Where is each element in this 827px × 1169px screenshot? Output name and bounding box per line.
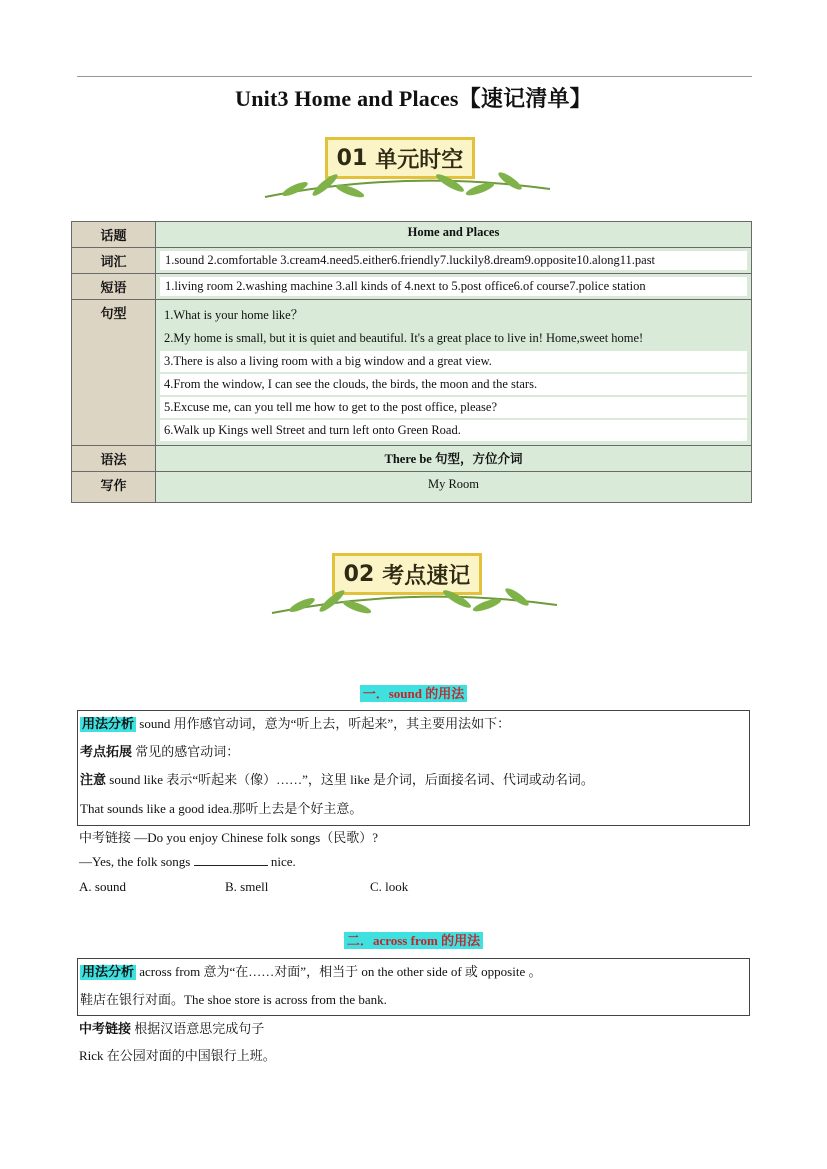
sentence-item: 2.My home is small, but it is quiet and beautiful. It's a great place to live in! Home,sweet home!	[164, 331, 644, 345]
example-line: 鞋店在银行对面。The shoe store is across from the bank.	[80, 992, 387, 1007]
banner-number: 01	[336, 145, 368, 171]
row-label: 词汇	[72, 248, 156, 274]
heading-prefix: 二．	[346, 933, 373, 948]
expand-line	[80, 741, 239, 760]
option-c: C. look	[370, 879, 409, 894]
heading-suffix: 的用法	[425, 687, 465, 702]
table-row-grammar	[72, 446, 752, 472]
answer-blank[interactable]	[194, 855, 268, 866]
row-value-cell	[156, 274, 752, 300]
section-banner-unit-overview	[255, 137, 555, 207]
note-tag: 注意	[80, 773, 107, 788]
grammar-en: There be	[384, 452, 432, 466]
row-label: 写作	[72, 472, 156, 503]
section-banner-key-points	[262, 553, 562, 623]
table-row-sentences	[72, 300, 752, 446]
table-row-phrases	[72, 274, 752, 300]
sentence-item: 1.What is your home like？	[164, 308, 304, 322]
row-label: 话题	[72, 222, 156, 248]
phrase-list: 1.living room 2.washing machine 3.all kinds of 4.next to 5.post office6.of course7.police station	[160, 277, 747, 296]
grammar-zh: 句型，方位介词	[434, 451, 523, 466]
heading-prefix: 一．	[362, 686, 389, 701]
page-title: Unit3 Home and Places【速记清单】	[235, 86, 592, 111]
heading-word: across from	[372, 933, 438, 948]
analysis-line	[80, 961, 541, 980]
sentence-item: 3.There is also a living room with a big window and a great view.	[160, 351, 747, 372]
section-heading-sound	[0, 683, 827, 702]
option-b: B. smell	[225, 879, 269, 894]
sentence-list	[156, 300, 752, 446]
exam-tag: 中考链接	[79, 1022, 132, 1037]
heading-highlight	[360, 685, 468, 702]
row-value: Home and Places	[156, 222, 752, 248]
exam-sentence: Rick 在公园对面的中国银行上班。	[79, 1048, 276, 1063]
banner-text: 单元时空	[375, 147, 464, 173]
note-text: sound like 表示“听起来（像）……”，这里 like 是介词，后面接名词、代词或动名词。	[106, 772, 594, 787]
header-rule	[77, 76, 752, 77]
exam-link-line	[79, 1018, 264, 1037]
answer-prefix: —Yes, the folk songs	[79, 854, 191, 869]
table-row-vocab	[72, 248, 752, 274]
expand-text: 常见的感官动词：	[132, 744, 240, 759]
heading-word: sound	[388, 686, 422, 701]
row-label: 句型	[72, 300, 156, 446]
row-value-cell	[156, 248, 752, 274]
section-heading-across-from	[0, 930, 827, 949]
row-value-cell	[156, 446, 752, 472]
exam-link-question: 中考链接 —Do you enjoy Chinese folk songs（民歌）?	[79, 830, 378, 845]
vocab-list: 1.sound 2.comfortable 3.cream4.need5.either6.friendly7.luckily8.dream9.opposite10.along11.past	[160, 251, 747, 270]
note-line	[80, 769, 594, 788]
usage-box-across-from	[77, 958, 750, 1016]
analysis-tag: 用法分析	[82, 965, 135, 980]
usage-box-sound	[77, 710, 750, 826]
leaf-decoration-icon	[262, 575, 562, 625]
analysis-text: sound 用作感官动词，意为“听上去，听起来”，其主要用法如下：	[136, 716, 511, 731]
sentence-item: 6.Walk up Kings well Street and turn left onto Green Road.	[160, 420, 747, 441]
exam-link-answer	[79, 854, 296, 870]
summary-table	[71, 221, 752, 503]
table-row-topic	[72, 222, 752, 248]
row-label: 语法	[72, 446, 156, 472]
heading-suffix: 的用法	[441, 934, 481, 949]
analysis-line	[80, 713, 510, 732]
table-row-writing	[72, 472, 752, 503]
exam-text: 根据汉语意思完成句子	[131, 1021, 265, 1036]
option-a: A. sound	[79, 879, 126, 894]
analysis-text: across from 意为“在……对面”，相当于 on the other side of 或 opposite 。	[136, 964, 542, 979]
sentence-item: 5.Excuse me, can you tell me how to get to the post office, please?	[160, 397, 747, 418]
answer-suffix: nice.	[270, 854, 296, 869]
example-line: That sounds like a good idea.那听上去是个好主意。	[80, 801, 363, 816]
expand-tag: 考点拓展	[80, 745, 133, 760]
row-label: 短语	[72, 274, 156, 300]
row-value: My Room	[156, 472, 752, 503]
analysis-tag: 用法分析	[82, 717, 135, 732]
heading-highlight	[344, 932, 483, 949]
banner-number: 02	[343, 561, 375, 587]
sentence-item: 4.From the window, I can see the clouds, the birds, the moon and the stars.	[160, 374, 747, 395]
banner-text: 考点速记	[382, 563, 471, 589]
leaf-decoration-icon	[255, 159, 555, 209]
